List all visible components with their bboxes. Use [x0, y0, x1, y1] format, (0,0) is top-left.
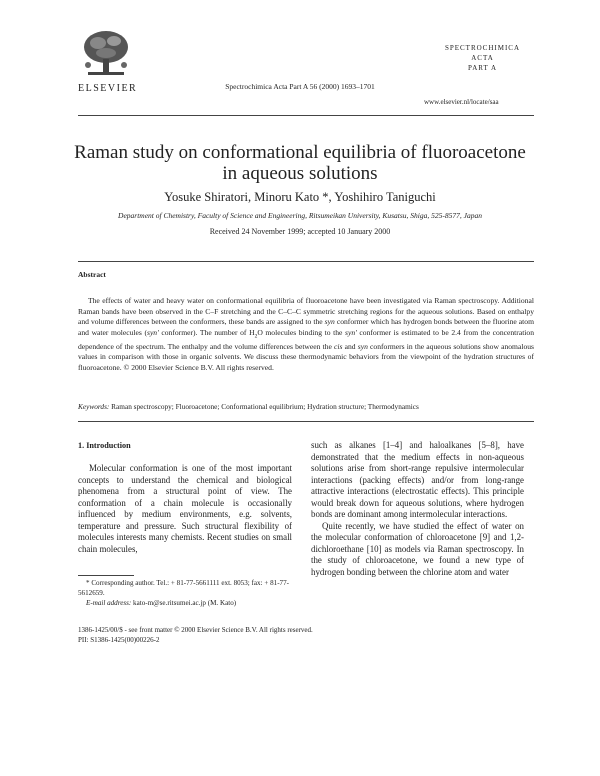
- received-dates: Received 24 November 1999; accepted 10 January 2000: [209, 227, 391, 236]
- keywords-label: Keywords:: [78, 402, 110, 411]
- abstract-heading: Abstract: [78, 270, 106, 279]
- email-note: E-mail address: kato-m@se.ritsumei.ac.jp (M. Kato): [86, 599, 237, 607]
- journal-masthead: [430, 43, 535, 73]
- abstract-text: The effects of water and heavy water on conformational equilibria of fluoroacetone have been investigated via Raman spectroscopy. Additional Raman bands have been observed in the C–F stretching and the C–C–C symmetric stretching regions for the aqueous solutions. Based on enthalpy and volume differences between the conformers, these bands are assigned to the syn conformer which has hydrogen bonds between the fluorine atom and water molecules (syn′ conformer). The number of $H_2O$ molecules binding to the syn′ conformer is estimated to be 2.4 from the concentration dependence of the spectrum. The enthalpy and the volume differences between the cis and syn conformers in the aqueous solutions show anomalous values in comparison with those in organic solvents. We discuss these thermodynamic behaviors from the viewpoint of the hydration structures of fluoroacetone. © 2000 Elsevier Science B.V. All rights reserved.: [78, 296, 535, 373]
- masthead-line-3: PART A: [467, 64, 498, 72]
- keywords: [78, 402, 534, 411]
- corresponding-author-note: * Corresponding author. Tel.: + 81-77-5661111 ext. 8053; fax: + 81-77-5612659.: [78, 579, 290, 597]
- journal-reference: Spectrochimica Acta Part A 56 (2000) 1693–1701: [225, 82, 375, 91]
- abstract-divider-bottom: [78, 421, 534, 422]
- keywords-list: Raman spectroscopy; Fluoroacetone; Conformational equilibrium; Hydration structure; Thermodynamics: [109, 402, 419, 411]
- publisher-name: ELSEVIER: [78, 83, 138, 94]
- journal-url: www.elsevier.nl/locate/saa: [424, 98, 499, 106]
- right-column-text: [311, 440, 524, 578]
- elsevier-tree-logo-icon: [78, 29, 134, 81]
- footnote-divider: [78, 575, 134, 576]
- header-divider: [78, 115, 534, 116]
- abstract-divider-top: [78, 261, 534, 262]
- copyright-line: 1386-1425/00/$ - see front matter © 2000 Elsevier Science B.V. All rights reserved.: [78, 626, 313, 634]
- left-column-text: Molecular conformation is one of the most important concepts to understand the chemical and biological phenomena from a structural point of view. The conformation of a chain molecule is occasionally influenced by medium environments, e.g. solvents, temperature and pressure. Such structural flexibility of molecules interests many chemists. Recent studies on small chain molecules,: [78, 463, 292, 554]
- title-line-2: in aqueous solutions: [222, 163, 378, 184]
- footnote: [78, 578, 292, 608]
- author-affiliation: Department of Chemistry, Faculty of Science and Engineering, Ritsumeikan University, Kusatsu, Shiga, 525-8577, Japan: [118, 211, 482, 220]
- section-heading: 1. Introduction: [78, 441, 131, 450]
- article-title: [60, 142, 540, 184]
- pii-line: PII: S1386-1425(00)00226-2: [78, 636, 160, 644]
- author-list: Yosuke Shiratori, Minoru Kato *, Yoshihiro Taniguchi: [164, 190, 436, 204]
- title-line-1: Raman study on conformational equilibria of fluoroacetone: [74, 142, 526, 163]
- paragraph: such as alkanes [1–4] and haloalkanes [5–8], have demonstrated that the medium effects in non-aqueous solutions arise from short-range repulsive intermolecular interactions (packing effects) and/or from long-range attractive interactions (electrostatic effects). This principle would break down for aqueous solutions, where hydrogen bonds are dominant among intermolecular interactions.: [311, 440, 524, 519]
- masthead-line-2: ACTA: [471, 54, 494, 62]
- paragraph: Quite recently, we have studied the effect of water on the molecular conformation of chloroacetone [9] and 1,2-dichloroethane [10] as models via Raman spectroscopy. In the study of chloroacetone, we found a new type of hydrogen bonding between the chlorine atom and water: [311, 520, 524, 577]
- masthead-line-1: SPECTROCHIMICA: [444, 44, 521, 52]
